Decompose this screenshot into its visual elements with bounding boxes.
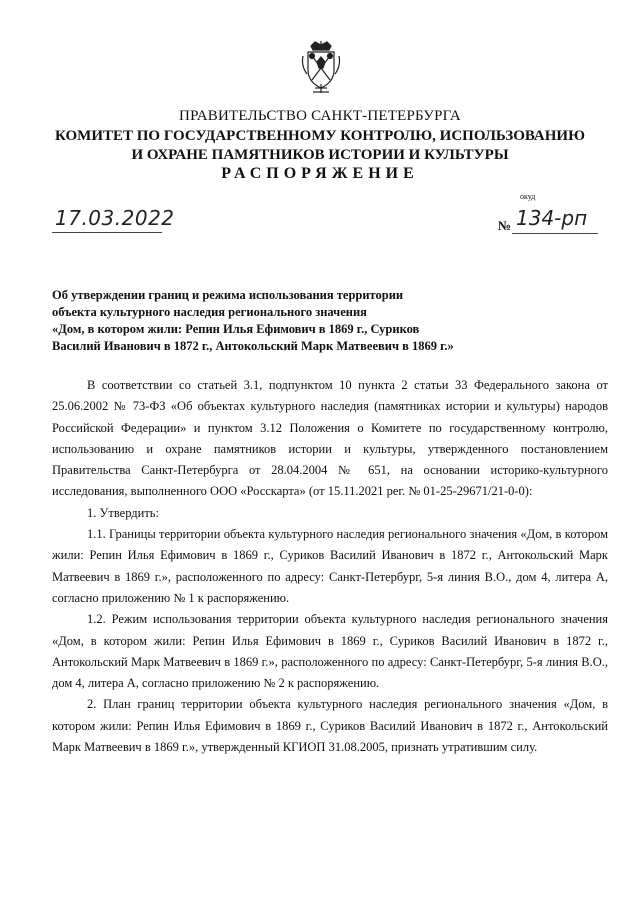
document-date: 17.03.2022 <box>55 206 175 230</box>
document-number-value: 134-рп <box>516 206 588 230</box>
date-underline <box>52 232 162 233</box>
document-type-title: РАСПОРЯЖЕНИЕ <box>221 165 419 182</box>
okud-label: окуд <box>520 192 536 201</box>
document-body <box>52 375 608 758</box>
committee-name <box>0 127 640 165</box>
item-1-1: 1.1. Границы территории объекта культурного наследия регионального значения «Дом, в котором жили: Репин Илья Ефимович в 1869 г., Суриков Василий Иванович в 1872 г., Антокольский Марк Матвеевич в 1869 г.», расположенного по адресу: Санкт-Петербург, 5-я линия В.О., дом 4, литера А, согласно приложению № 1 к распоряжению. <box>52 527 608 605</box>
committee-name-line-1: КОМИТЕТ ПО ГОСУДАРСТВЕННОМУ КОНТРОЛЮ, ИСПОЛЬЗОВАНИЮ <box>55 128 585 144</box>
preamble-paragraph: В соответствии со статьей 3.1, подпунктом 10 пункта 2 статьи 33 Федерального закона от 25.06.2002 № 73-ФЗ «Об объектах культурного наследия (памятниках истории и культуры) народов Российской Федерации» и пунктом 3.12 Положения о Комитете по государственному контролю, использованию и охране памятников истории и культуры, утвержденного постановлением Правительства Санкт-Петербурга от 28.04.2004 № 651, на основании историко-культурного исследования, выполненного ООО «Росскарта» (от 15.11.2021 рег. № 01-25-29671/21-0-0): <box>52 378 608 499</box>
number-sign: № <box>498 218 512 233</box>
subject-line-1: Об утверждении границ и режима использования территории <box>52 288 404 302</box>
coat-of-arms-emblem <box>299 40 343 94</box>
subject-line-2: объекта культурного наследия регионального значения <box>52 305 367 319</box>
number-underline <box>512 233 598 234</box>
document-subject <box>52 287 572 355</box>
item-1-2: 1.2. Режим использования территории объекта культурного наследия регионального значения «Дом, в котором жили: Репин Илья Ефимович в 1869 г., Суриков Василий Иванович в 1872 г., Антокольский Марк Матвеевич в 1869 г.», расположенного по адресу: Санкт-Петербург, 5-я линия В.О., дом 4, литера А, согласно приложению № 2 к распоряжению. <box>52 612 608 691</box>
government-name: ПРАВИТЕЛЬСТВО САНКТ-ПЕТЕРБУРГА <box>179 108 461 124</box>
subject-line-4: Василий Иванович в 1872 г., Антокольский Марк Матвеевич в 1869 г.» <box>52 339 454 353</box>
committee-name-line-2: И ОХРАНЕ ПАМЯТНИКОВ ИСТОРИИ И КУЛЬТУРЫ <box>131 147 509 163</box>
item-1: 1. Утвердить: <box>87 505 159 520</box>
item-2: 2. План границ территории объекта культурного наследия регионального значения «Дом, в котором жили: Репин Илья Ефимович в 1869 г., Суриков Василий Иванович в 1872 г., Антокольский Марк Матвеевич в 1869 г.», утвержденный КГИОП 31.08.2005, признать утратившим силу. <box>52 697 608 755</box>
subject-line-3: «Дом, в котором жили: Репин Илья Ефимович в 1869 г., Суриков <box>52 322 420 336</box>
